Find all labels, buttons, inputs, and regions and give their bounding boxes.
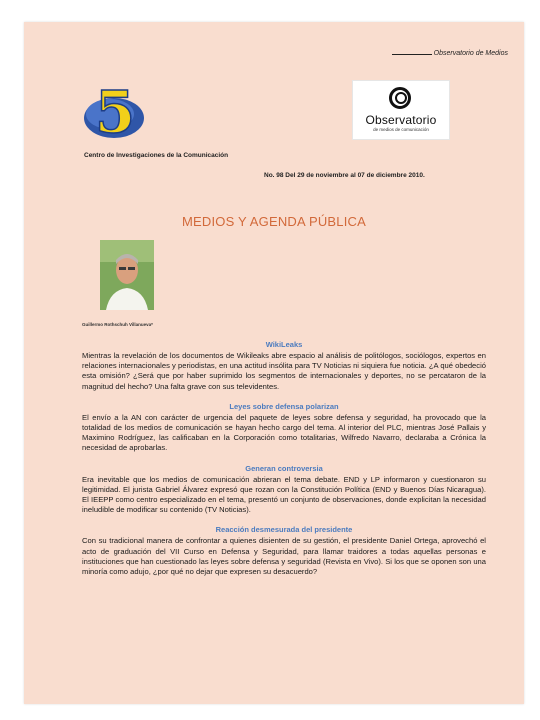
author-photo <box>100 240 154 310</box>
section-body: Mientras la revelación de los documentos de Wikileaks abre espacio al análisis de politólogos, sociólogos, expertos en relaciones internacionales y periodistas, en una actitud insólita para TV Noticias ni siquiera fue noticia. ¿A qué obedeció esta omisión? ¿Será que por haber suprimido los segmentos de internacionales y deportes, no se percataron de la magnitud del hecho? Una falta grave con sus televidentes. <box>82 351 486 391</box>
issue-number: No. 98 Del 29 de noviembre al 07 de diciembre 2010. <box>264 172 425 179</box>
five-logo-text: 5 <box>94 80 136 146</box>
observatorio-inner-ring-icon <box>395 92 407 104</box>
section-reaccion <box>82 525 486 577</box>
section-wikileaks <box>82 340 486 392</box>
section-body: El envío a la AN con carácter de urgencia del paquete de leyes sobre defensa y seguridad, ha provocado que la totalidad de los medios de comunicación se hayan hecho cargo del tema. Al interior del PLC, mientras José Pallais y Maximino Rodríguez, las calificaban en la Corporación como totalitarias, Wilfredo Navarro, declaraba a Crónica la necesidad de aprobarlas. <box>82 412 486 453</box>
observatorio-logo-word: Observatorio <box>365 113 437 127</box>
section-body: Era inevitable que los medios de comunicación abrieran el tema debate. END y LP informaron y cuestionaron su legitimidad. El jurista Gabriel Álvarez expresó que rozan con la Constitución Política (END y Buenos Días Nicaragua). El IEEPP como centro especializado en el tema, presentó un conjunto de observaciones, donde explicitan la necesidad ineludible de modificar su contenido (TV Noticias). <box>82 474 486 515</box>
section-heading: Reacción desmesurada del presidente <box>215 525 353 535</box>
section-heading: Generan controversia <box>245 463 323 473</box>
author-caption: Guillermo Rothschuh Villanueva* <box>82 322 153 327</box>
section-leyes <box>82 402 486 454</box>
document-page <box>24 22 524 704</box>
page-title: MEDIOS Y AGENDA PÚBLICA <box>181 214 367 229</box>
observatorio-logo-sub: de medios de comunicación <box>373 127 429 132</box>
center-name: Centro de Investigaciones de la Comunicación <box>84 152 229 159</box>
observatorio-logo <box>352 80 450 140</box>
article-content <box>82 340 486 587</box>
section-heading: Leyes sobre defensa polarizan <box>229 401 339 411</box>
header-observatory-text: Observatorio de Medios <box>433 50 508 57</box>
section-heading: WikiLeaks <box>265 340 303 349</box>
header-observatory <box>392 50 508 57</box>
section-controversia <box>82 464 486 516</box>
five-logo <box>82 80 148 146</box>
header-rule <box>392 54 432 55</box>
section-body: Con su tradicional manera de confrontar a quienes disienten de su gestión, el presidente Daniel Ortega, aprovechó el acto de graduación del VII Curso en Defensa y Seguridad, para llamar traidores a todas aquellas personas e instituciones que han cuestionado las leyes sobre defensa y seguridad (Revista en Vivo). Si los que se oponen son una minoría como adujo, ¿por qué no dejar que expresen su desacuerdo? <box>82 536 486 577</box>
